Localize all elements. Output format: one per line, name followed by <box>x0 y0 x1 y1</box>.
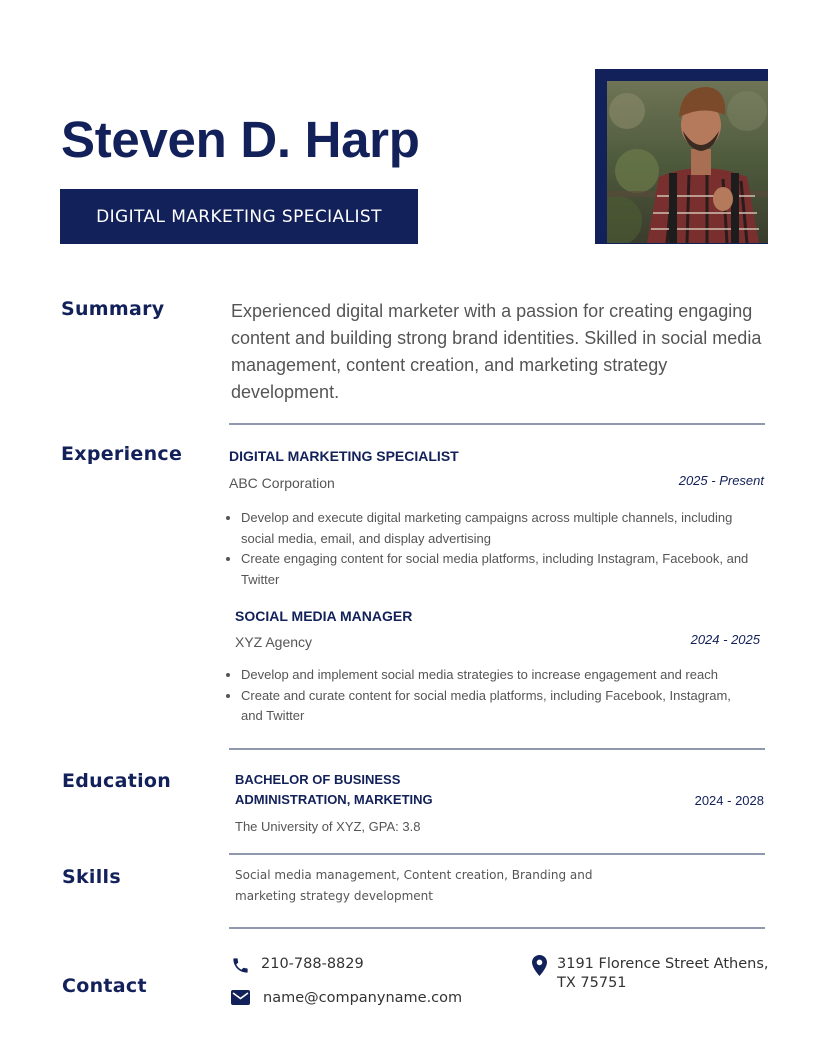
school-name: The University of XYZ, GPA: 3.8 <box>235 819 421 834</box>
envelope-icon <box>231 990 250 1010</box>
list-item: • Create engaging content for social media platforms, including Instagram, Facebook, and Twitter <box>241 549 751 590</box>
education-dates: 2024 - 2028 <box>694 793 764 808</box>
experience-heading: Experience <box>61 443 183 465</box>
education-heading: Education <box>62 770 172 792</box>
job-bullets <box>229 508 751 590</box>
summary-text: Experienced digital marketer with a passion for creating engaging content and building strong brand identities. Skilled in social media management, content creation, and marketing strategy development. <box>231 301 762 402</box>
divider <box>229 853 765 855</box>
company-name: XYZ Agency <box>235 634 313 650</box>
email-link[interactable]: name@companyname.com <box>263 990 463 1006</box>
job-title: DIGITAL MARKETING SPECIALIST <box>229 448 459 464</box>
job-dates: 2025 - Present <box>678 473 764 488</box>
job-dates: 2024 - 2025 <box>690 632 760 647</box>
divider <box>229 748 765 750</box>
job-title: SOCIAL MEDIA MANAGER <box>235 608 413 624</box>
job-title-text: DIGITAL MARKETING SPECIALIST <box>96 206 382 227</box>
degree-line-1: BACHELOR OF BUSINESS <box>235 772 401 787</box>
job-bullets <box>229 665 753 727</box>
list-item: • Create and curate content for social media platforms, including Facebook, Instagram, and Twitter <box>241 686 753 727</box>
list-item: • Develop and implement social media strategies to increase engagement and reach <box>241 665 753 686</box>
summary-heading: Summary <box>61 298 165 320</box>
map-pin-icon <box>532 955 547 981</box>
contact-heading: Contact <box>62 975 147 997</box>
phone-icon <box>231 956 250 980</box>
profile-photo <box>607 81 768 243</box>
degree-line-2: ADMINISTRATION, MARKETING <box>235 792 433 807</box>
list-item: • Develop and execute digital marketing campaigns across multiple channels, including social media, email, and display advertising <box>241 508 751 549</box>
divider <box>229 423 765 425</box>
skills-line-1: Social media management, Content creation, Branding and <box>235 868 593 882</box>
candidate-name: Steven D. Harp <box>61 111 420 168</box>
phone-link[interactable]: 210-788-8829 <box>261 956 364 972</box>
company-name: ABC Corporation <box>229 475 335 491</box>
skills-line-2: marketing strategy development <box>235 889 433 903</box>
address-line-1: 3191 Florence Street Athens, <box>557 956 769 972</box>
divider <box>229 927 765 929</box>
skills-heading: Skills <box>62 866 121 888</box>
job-title-banner <box>60 189 418 244</box>
address-line-2: TX 75751 <box>557 975 627 991</box>
